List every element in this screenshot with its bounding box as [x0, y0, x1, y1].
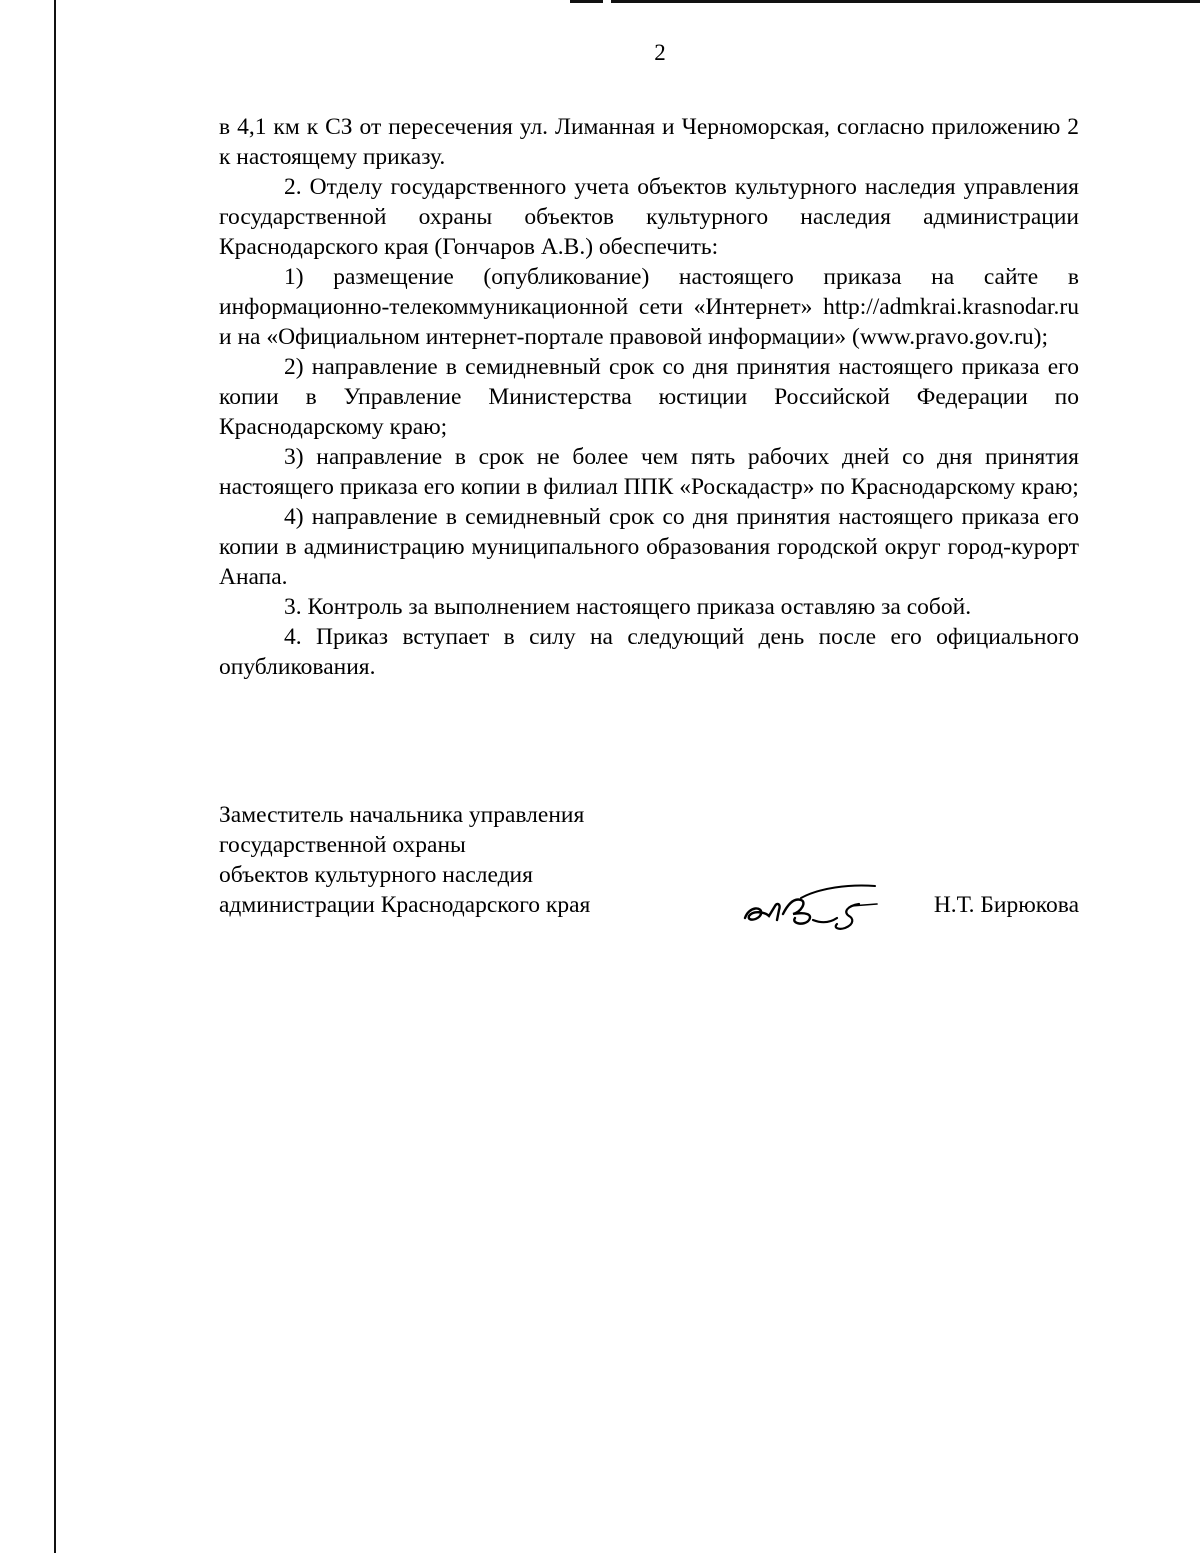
paragraph-item-4: 4. Приказ вступает в силу на следующий день после его официального опубликования. — [219, 624, 1079, 680]
signer-position-line: Заместитель начальника управления — [219, 802, 585, 828]
signature-block — [219, 800, 1079, 920]
signer-position-line: объектов культурного наследия — [219, 862, 533, 888]
signer-name: Н.Т. Бирюкова — [933, 892, 1079, 918]
signer-position-line: администрации Краснодарского края — [219, 892, 591, 918]
page-number: 2 — [654, 40, 666, 65]
signer-position-line: государственной охраны — [219, 832, 466, 858]
paragraph-subitem-2: 2) направление в семидневный срок со дня принятия настоящего приказа его копии в Управление Министерства юстиции Российской Федерации по Краснодарскому краю; — [219, 354, 1079, 440]
paragraph-continuation: в 4,1 км к СЗ от пересечения ул. Лиманная и Черноморская, согласно приложению 2 к настоящему приказу. — [219, 114, 1079, 170]
scan-border-top — [570, 0, 1200, 3]
document-body — [219, 112, 1079, 682]
paragraph-subitem-4: 4) направление в семидневный срок со дня принятия настоящего приказа его копии в администрацию муниципального образования городской округ город-курорт Анапа. — [219, 504, 1079, 590]
handwritten-signature — [739, 862, 879, 932]
scan-border-left — [54, 0, 56, 1553]
paragraph-subitem-3: 3) направление в срок не более чем пять рабочих дней со дня принятия настоящего приказа его копии в филиал ППК «Роскадастр» по Краснодарскому краю; — [219, 444, 1079, 500]
paragraph-subitem-1: 1) размещение (опубликование) настоящего приказа на сайте в информационно-телекоммуникационной сети «Интернет» http://admkrai.krasnodar.ru и на «Официальном интернет-портале правовой информации» (www.pravo.gov.ru); — [219, 264, 1079, 350]
paragraph-item-2: 2. Отделу государственного учета объектов культурного наследия управления государственной охраны объектов культурного наследия администрации Краснодарского края (Гончаров А.В.) обеспечить: — [219, 174, 1079, 260]
paragraph-item-3: 3. Контроль за выполнением настоящего приказа оставляю за собой. — [284, 594, 972, 620]
scan-border-top-gap — [603, 0, 611, 3]
